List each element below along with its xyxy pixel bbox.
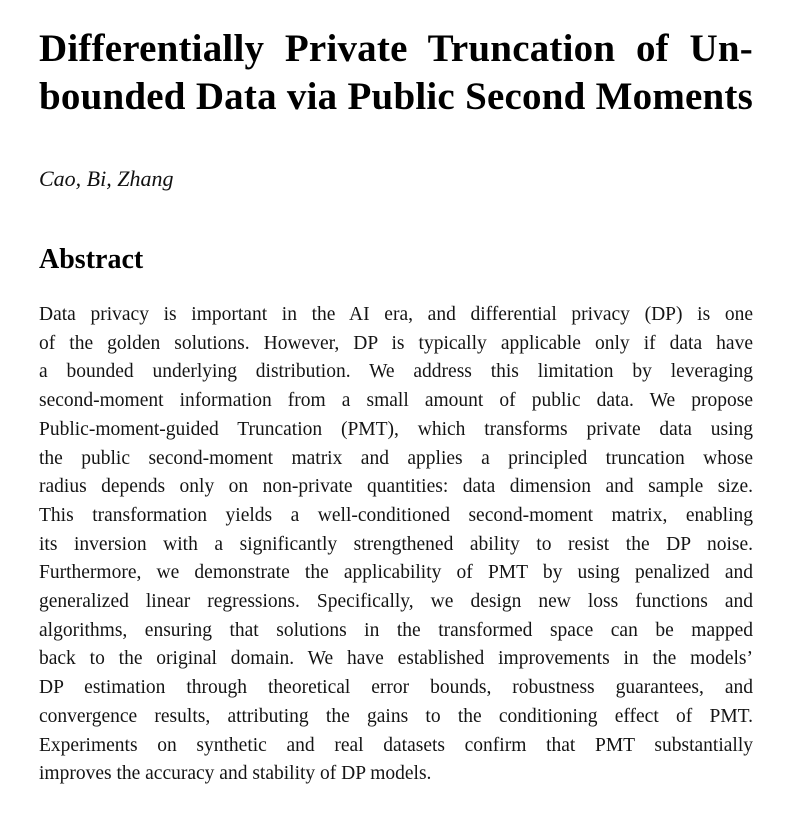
abstract-line: of the golden solutions. However, DP is typically applicable only if data have	[39, 332, 753, 354]
abstract-line: radius depends only on non-private quantities: data dimension and sample size.	[39, 476, 753, 498]
abstract-line: algorithms, ensuring that solutions in the transformed space can be mapped	[39, 619, 753, 641]
abstract-line: Experiments on synthetic and real datasets confirm that PMT substantially	[39, 734, 753, 756]
abstract-line: the public second-moment matrix and applies a principled truncation whose	[39, 447, 753, 469]
paper-title-line-2: bounded Data via Public Second Moments	[39, 75, 753, 118]
abstract-line: back to the original domain. We have established improvements in the models’	[39, 648, 753, 670]
abstract-line: second-moment information from a small amount of public data. We propose	[39, 390, 753, 412]
abstract-line: generalized linear regressions. Specifically, we design new loss functions and	[39, 591, 753, 613]
abstract-line: its inversion with a significantly strengthened ability to resist the DP noise.	[39, 533, 753, 555]
authors-line: Cao, Bi, Zhang	[39, 166, 174, 191]
abstract-line: Furthermore, we demonstrate the applicability of PMT by using penalized and	[39, 562, 753, 584]
abstract-paragraph	[39, 301, 753, 789]
abstract-line: improves the accuracy and stability of DP models.	[39, 763, 432, 785]
paper-title-line-1: Differentially Private Truncation of Un-	[39, 27, 753, 70]
abstract-line: a bounded underlying distribution. We address this limitation by leveraging	[39, 361, 753, 383]
abstract-line: This transformation yields a well-conditioned second-moment matrix, enabling	[39, 504, 753, 526]
abstract-line: Data privacy is important in the AI era, and differential privacy (DP) is one	[39, 304, 753, 325]
abstract-line: convergence results, attributing the gains to the conditioning effect of PMT.	[39, 705, 753, 727]
abstract-line: Public-moment-guided Truncation (PMT), which transforms private data using	[39, 418, 753, 440]
paper-title	[39, 25, 753, 121]
abstract-line: DP estimation through theoretical error bounds, robustness guarantees, and	[39, 677, 753, 699]
abstract-heading: Abstract	[39, 244, 144, 275]
